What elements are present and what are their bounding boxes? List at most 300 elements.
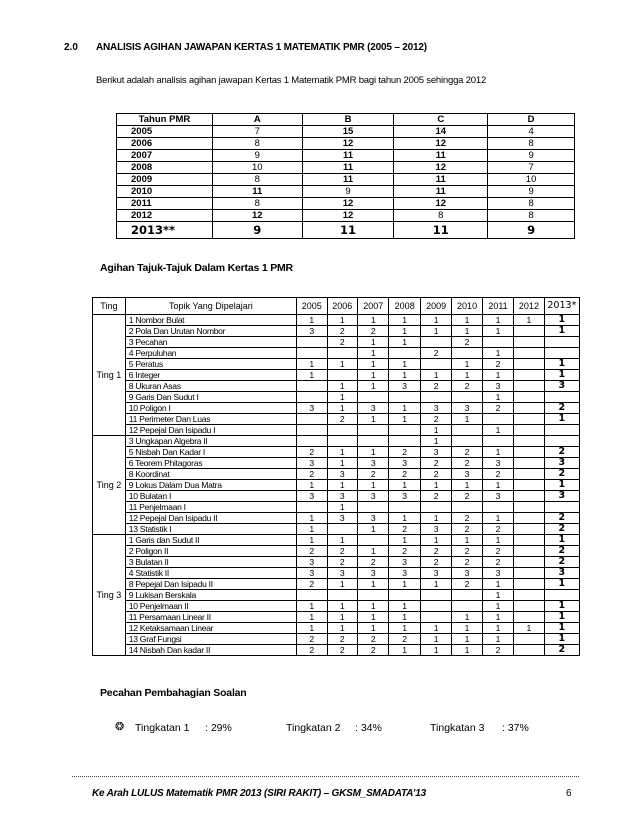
- topic-count: 2: [544, 447, 579, 458]
- topic-count: 1: [420, 370, 451, 381]
- topic-count: 1: [358, 612, 389, 623]
- topic-count: [514, 634, 545, 645]
- header-2006: 2006: [327, 298, 358, 315]
- topic-count: 1: [544, 480, 579, 491]
- topic-name: 12 Ketaksamaan Linear: [125, 623, 296, 634]
- topic-count: 1: [482, 513, 513, 524]
- topic-count: 2: [544, 513, 579, 524]
- topic-count: 1: [296, 535, 327, 546]
- topic-count: 2: [544, 403, 579, 414]
- topic-count: 3: [358, 513, 389, 524]
- topic-name: 8 Ukuran Asas: [125, 381, 296, 392]
- topic-count: 1: [327, 579, 358, 590]
- topic-count: 3: [358, 568, 389, 579]
- topic-count: [296, 414, 327, 425]
- topic-count: 1: [452, 370, 483, 381]
- topic-count: 2: [327, 634, 358, 645]
- answer-count-c: 8: [394, 210, 488, 222]
- topic-count: 2: [482, 524, 513, 535]
- topic-count: [389, 348, 420, 359]
- header-d: D: [488, 114, 575, 126]
- topic-count: 3: [296, 326, 327, 337]
- topic-count: 1: [389, 623, 420, 634]
- topic-count: [482, 436, 513, 447]
- topic-count: 1: [389, 535, 420, 546]
- topic-name: 5 Nisbah Dan Kadar I: [125, 447, 296, 458]
- topic-count: 3: [482, 458, 513, 469]
- topic-count: 3: [482, 381, 513, 392]
- topic-count: [514, 546, 545, 557]
- topic-count: 1: [420, 645, 451, 656]
- topic-name: 11 Penjelmaan I: [125, 502, 296, 513]
- topic-count: [514, 590, 545, 601]
- answer-year: 2011: [117, 198, 213, 210]
- topic-count: 1: [389, 403, 420, 414]
- topic-count: 1: [327, 392, 358, 403]
- topic-count: 2: [327, 414, 358, 425]
- topic-count: 2: [482, 359, 513, 370]
- topic-count: [452, 590, 483, 601]
- topic-count: [296, 381, 327, 392]
- topic-count: 1: [358, 370, 389, 381]
- topic-count: 3: [389, 491, 420, 502]
- topic-count: 2: [389, 469, 420, 480]
- answer-count-b: 11: [302, 174, 394, 186]
- topic-count: 1: [420, 326, 451, 337]
- topic-count: [514, 359, 545, 370]
- breakdown-label-1: Tingkatan 1: [135, 722, 190, 734]
- answer-year: 2009: [117, 174, 213, 186]
- topic-count: 1: [544, 370, 579, 381]
- topic-count: 1: [389, 315, 420, 326]
- topic-count: 1: [327, 612, 358, 623]
- topic-count: 1: [452, 623, 483, 634]
- topic-count: 1: [358, 447, 389, 458]
- topic-name: 10 Poligon I: [125, 403, 296, 414]
- topic-count: [389, 502, 420, 513]
- topic-count: 1: [482, 348, 513, 359]
- topic-count: 2: [420, 458, 451, 469]
- topic-count: [514, 524, 545, 535]
- topic-name: 10 Penjelmaan II: [125, 601, 296, 612]
- answer-row: [117, 198, 575, 210]
- topic-count: 1: [482, 326, 513, 337]
- topic-count: 2: [296, 469, 327, 480]
- topic-count: 1: [482, 370, 513, 381]
- topic-count: 1: [482, 634, 513, 645]
- topic-count: [514, 436, 545, 447]
- answer-year: 2006: [117, 138, 213, 150]
- topic-row: [93, 623, 580, 634]
- summary-a: 9: [212, 222, 302, 239]
- topic-count: 1: [358, 546, 389, 557]
- topic-count: 1: [420, 480, 451, 491]
- topic-count: [514, 447, 545, 458]
- topic-count: 3: [544, 491, 579, 502]
- topic-count: [296, 436, 327, 447]
- topic-name: 4 Perpuluhan: [125, 348, 296, 359]
- breakdown-label-2: Tingkatan 2: [286, 722, 341, 734]
- topic-count: 3: [452, 568, 483, 579]
- answer-row: [117, 186, 575, 198]
- topic-count: 1: [296, 359, 327, 370]
- topic-count: 1: [482, 601, 513, 612]
- topic-count: 1: [358, 315, 389, 326]
- topic-count: [544, 392, 579, 403]
- topic-row: [93, 535, 580, 546]
- topic-row: [93, 513, 580, 524]
- topic-name: 14 Nisbah Dan kadar II: [125, 645, 296, 656]
- topic-name: 2 Poligon II: [125, 546, 296, 557]
- topic-count: 3: [358, 458, 389, 469]
- answer-count-c: 14: [394, 126, 488, 138]
- topic-count: 1: [452, 480, 483, 491]
- topic-count: [514, 480, 545, 491]
- topic-count: 3: [420, 524, 451, 535]
- topic-name: 6 Teorem Phitagoras: [125, 458, 296, 469]
- topic-name: 12 Pepejal Dan Isipadu II: [125, 513, 296, 524]
- topic-count: [389, 436, 420, 447]
- topic-count: [514, 392, 545, 403]
- section-title: ANALISIS AGIHAN JAWAPAN KERTAS 1 MATEMATIK PMR (2005 – 2012): [96, 42, 427, 53]
- answer-count-b: 11: [302, 162, 394, 174]
- answer-count-b: 15: [302, 126, 394, 138]
- topic-count: [358, 502, 389, 513]
- topic-count: 1: [482, 447, 513, 458]
- topic-count: 3: [296, 491, 327, 502]
- topic-row: [93, 447, 580, 458]
- topic-count: 2: [358, 645, 389, 656]
- topic-count: [420, 502, 451, 513]
- topic-count: [482, 337, 513, 348]
- topic-count: 3: [452, 403, 483, 414]
- topic-count: [420, 392, 451, 403]
- answer-count-d: 8: [488, 138, 575, 150]
- topic-count: [514, 337, 545, 348]
- topic-count: [482, 414, 513, 425]
- topic-name: 3 Bulatan II: [125, 557, 296, 568]
- summary-year: 2013**: [117, 222, 213, 239]
- header-2007: 2007: [358, 298, 389, 315]
- topic-count: 2: [420, 381, 451, 392]
- topic-count: 1: [482, 623, 513, 634]
- topic-name: 13 Graf Fungsi: [125, 634, 296, 645]
- topic-count: 1: [296, 370, 327, 381]
- topic-count: [452, 392, 483, 403]
- topic-count: 2: [452, 381, 483, 392]
- topic-count: 1: [482, 392, 513, 403]
- section-number: 2.0: [64, 42, 78, 53]
- topic-count: 1: [327, 447, 358, 458]
- topic-count: 2: [420, 348, 451, 359]
- answer-row: [117, 174, 575, 186]
- topic-count: 3: [452, 469, 483, 480]
- topic-count: 2: [358, 326, 389, 337]
- topic-count: 2: [452, 546, 483, 557]
- topic-name: 1 Garis dan Sudut II: [125, 535, 296, 546]
- topic-count: 1: [327, 458, 358, 469]
- topic-count: [358, 436, 389, 447]
- topic-count: 2: [482, 557, 513, 568]
- topic-count: 2: [452, 579, 483, 590]
- answer-count-b: 12: [302, 198, 394, 210]
- answer-row: [117, 210, 575, 222]
- topic-count: 1: [327, 502, 358, 513]
- header-2011: 2011: [482, 298, 513, 315]
- topic-name: 11 Perimeter Dan Luas: [125, 414, 296, 425]
- topic-count: [327, 436, 358, 447]
- answer-count-b: 12: [302, 210, 394, 222]
- topic-count: 1: [544, 623, 579, 634]
- topic-row: [93, 579, 580, 590]
- topic-count: 1: [514, 623, 545, 634]
- topic-row: [93, 568, 580, 579]
- topic-count: 1: [544, 326, 579, 337]
- topic-count: 1: [420, 315, 451, 326]
- topic-count: [327, 348, 358, 359]
- topic-count: 1: [358, 524, 389, 535]
- topic-count: 3: [544, 381, 579, 392]
- topic-count: [327, 370, 358, 381]
- topic-count: 1: [327, 535, 358, 546]
- header-2008: 2008: [389, 298, 420, 315]
- topic-count: [544, 425, 579, 436]
- topic-count: 1: [452, 645, 483, 656]
- topic-count: 3: [327, 568, 358, 579]
- summary-c: 11: [394, 222, 488, 239]
- topic-name: 4 Statistik II: [125, 568, 296, 579]
- topic-count: 1: [327, 359, 358, 370]
- topic-count: [514, 601, 545, 612]
- topic-count: 2: [389, 546, 420, 557]
- topic-count: [514, 535, 545, 546]
- topic-count: 1: [327, 623, 358, 634]
- topic-row: [93, 590, 580, 601]
- topic-count: 2: [327, 645, 358, 656]
- answer-year: 2012: [117, 210, 213, 222]
- topic-count: 1: [389, 326, 420, 337]
- topic-row: [93, 381, 580, 392]
- topic-count: [514, 458, 545, 469]
- topic-row: [93, 601, 580, 612]
- topic-count: [296, 425, 327, 436]
- topic-count: [452, 601, 483, 612]
- topic-count: 1: [358, 337, 389, 348]
- topic-count: 2: [482, 403, 513, 414]
- topic-count: 2: [296, 546, 327, 557]
- topic-row: [93, 458, 580, 469]
- topic-row: [93, 634, 580, 645]
- topic-count: [514, 579, 545, 590]
- topic-row: [93, 436, 580, 447]
- topic-count: [358, 590, 389, 601]
- topic-count: 1: [452, 326, 483, 337]
- topic-row: [93, 612, 580, 623]
- answer-count-a: 8: [212, 138, 302, 150]
- topic-count: 2: [452, 337, 483, 348]
- topic-name: 13 Statistik I: [125, 524, 296, 535]
- topic-count: 1: [358, 579, 389, 590]
- topic-count: 2: [420, 491, 451, 502]
- header-year: Tahun PMR: [117, 114, 213, 126]
- topic-count: [420, 590, 451, 601]
- topic-count: 1: [296, 315, 327, 326]
- answer-count-d: 9: [488, 186, 575, 198]
- answer-year: 2008: [117, 162, 213, 174]
- answer-year: 2005: [117, 126, 213, 138]
- topic-name: 1 Nombor Bulat: [125, 315, 296, 326]
- header-2009: 2009: [420, 298, 451, 315]
- answer-row: [117, 150, 575, 162]
- topic-count: [514, 425, 545, 436]
- topic-name: 8 Pepejal Dan Isipadu II: [125, 579, 296, 590]
- topic-count: 1: [482, 425, 513, 436]
- topic-count: 1: [420, 535, 451, 546]
- topic-count: 1: [452, 535, 483, 546]
- topic-count: 2: [452, 524, 483, 535]
- answer-count-a: 9: [212, 150, 302, 162]
- topic-count: [327, 425, 358, 436]
- topic-count: [452, 436, 483, 447]
- topic-count: 1: [389, 337, 420, 348]
- topic-count: 1: [389, 359, 420, 370]
- topic-count: [327, 590, 358, 601]
- topic-name: 8 Koordinat: [125, 469, 296, 480]
- topic-count: 2: [452, 513, 483, 524]
- topic-count: 2: [358, 469, 389, 480]
- topic-count: 1: [296, 601, 327, 612]
- topic-count: [514, 414, 545, 425]
- topic-count: [482, 502, 513, 513]
- topic-count: 1: [544, 612, 579, 623]
- answer-count-a: 11: [212, 186, 302, 198]
- topic-name: 3 Ungkapan Algebra II: [125, 436, 296, 447]
- topic-count: 1: [420, 634, 451, 645]
- topic-count: 2: [296, 579, 327, 590]
- topic-name: 9 Garis Dan Sudut I: [125, 392, 296, 403]
- topic-count: [296, 337, 327, 348]
- topic-count: 1: [389, 612, 420, 623]
- topic-count: [452, 348, 483, 359]
- header-c: C: [394, 114, 488, 126]
- topic-row: [93, 425, 580, 436]
- topic-row: [93, 645, 580, 656]
- topic-count: 2: [296, 447, 327, 458]
- topic-count: [544, 436, 579, 447]
- topic-count: 2: [420, 557, 451, 568]
- answer-count-c: 11: [394, 186, 488, 198]
- topic-count: 1: [452, 359, 483, 370]
- topic-count: 1: [544, 634, 579, 645]
- topic-count: 1: [544, 579, 579, 590]
- answer-year: 2007: [117, 150, 213, 162]
- form-label: Ting 2: [93, 436, 126, 535]
- header-b: B: [302, 114, 394, 126]
- answer-count-a: 12: [212, 210, 302, 222]
- topic-count: 3: [544, 568, 579, 579]
- topic-count: [420, 359, 451, 370]
- topic-count: 1: [544, 414, 579, 425]
- topic-count: 2: [544, 645, 579, 656]
- topic-count: [514, 348, 545, 359]
- topic-count: 2: [420, 469, 451, 480]
- header-2005: 2005: [296, 298, 327, 315]
- topic-count: [514, 370, 545, 381]
- topic-count: [327, 524, 358, 535]
- header-topik: Topik Yang Dipelajari: [125, 298, 296, 315]
- bullet-icon: ❂: [115, 721, 125, 733]
- topic-name: 5 Peratus: [125, 359, 296, 370]
- answer-count-d: 8: [488, 198, 575, 210]
- form-label: Ting 1: [93, 315, 126, 436]
- header-ting: Ting: [93, 298, 126, 315]
- topic-count: [420, 601, 451, 612]
- topic-count: 1: [389, 579, 420, 590]
- topic-count: 1: [452, 414, 483, 425]
- footer-divider: [72, 776, 579, 777]
- answer-count-c: 11: [394, 174, 488, 186]
- topic-count: [514, 469, 545, 480]
- breakdown-value-2: : 34%: [355, 722, 382, 734]
- topic-row: [93, 524, 580, 535]
- topic-count: [452, 425, 483, 436]
- topic-count: [514, 612, 545, 623]
- topic-count: 2: [389, 447, 420, 458]
- topic-count: 3: [482, 491, 513, 502]
- topic-count: 1: [544, 359, 579, 370]
- topic-count: 1: [482, 612, 513, 623]
- topic-count: [514, 381, 545, 392]
- answer-count-d: 7: [488, 162, 575, 174]
- topic-row: [93, 414, 580, 425]
- topic-name: 10 Bulatan I: [125, 491, 296, 502]
- summary-d: 9: [488, 222, 575, 239]
- answer-count-d: 4: [488, 126, 575, 138]
- header-2013: 2013*: [544, 298, 579, 315]
- topic-name: 12 Pepejal Dan Isipadu I: [125, 425, 296, 436]
- topic-count: 2: [296, 645, 327, 656]
- breakdown-heading: Pecahan Pembahagian Soalan: [100, 687, 247, 699]
- topic-count: [296, 502, 327, 513]
- topic-count: 2: [544, 524, 579, 535]
- topic-count: 2: [296, 634, 327, 645]
- topic-row: [93, 370, 580, 381]
- topic-count: 1: [389, 480, 420, 491]
- topic-count: [420, 337, 451, 348]
- answer-row: [117, 126, 575, 138]
- header-a: A: [212, 114, 302, 126]
- topic-count: 3: [296, 403, 327, 414]
- topic-count: 3: [482, 568, 513, 579]
- topic-count: 3: [389, 458, 420, 469]
- topic-name: 11 Persamaan Linear II: [125, 612, 296, 623]
- topic-count: [544, 348, 579, 359]
- topic-count: 3: [296, 458, 327, 469]
- topic-count: 1: [420, 436, 451, 447]
- topic-count: [514, 645, 545, 656]
- topic-count: [544, 337, 579, 348]
- topic-count: [514, 557, 545, 568]
- topic-count: 2: [544, 557, 579, 568]
- topic-name: 9 Lukisan Berskala: [125, 590, 296, 601]
- topic-count: 1: [296, 513, 327, 524]
- topic-count: 1: [389, 414, 420, 425]
- topic-count: 2: [420, 414, 451, 425]
- summary-b: 11: [302, 222, 394, 239]
- topic-count: 2: [420, 546, 451, 557]
- answer-row: [117, 162, 575, 174]
- topic-row: [93, 392, 580, 403]
